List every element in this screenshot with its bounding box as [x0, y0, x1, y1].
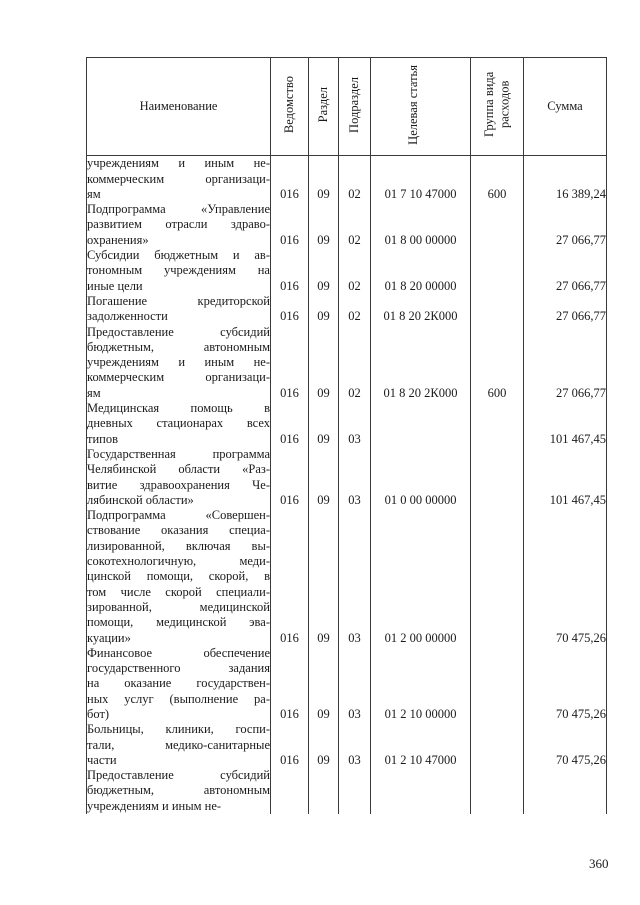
row-name — [87, 294, 271, 325]
row-sum: 70 475,26 — [524, 508, 607, 646]
row-name — [87, 447, 271, 508]
row-name-line: Челябинской области «Раз- — [87, 462, 270, 477]
row-vedomstvo: 016 — [271, 248, 309, 294]
row-podrazdel: 03 — [339, 401, 371, 447]
row-name-line: государственного задания — [87, 661, 270, 676]
row-name-line: на оказание государствен- — [87, 676, 270, 691]
row-razdel: 09 — [309, 202, 339, 248]
header-razdel: Раздел — [309, 58, 339, 156]
row-name-line: охранения» — [87, 232, 149, 247]
table-row — [87, 768, 607, 814]
row-podrazdel: 02 — [339, 248, 371, 294]
row-target-article: 01 0 00 00000 — [371, 447, 471, 508]
row-razdel — [309, 768, 339, 814]
row-name-line: Предоставление субсидий — [87, 768, 270, 783]
row-podrazdel: 03 — [339, 508, 371, 646]
row-name-line: тономным учреждениям на — [87, 263, 270, 278]
row-podrazdel: 03 — [339, 722, 371, 768]
page-number: 360 — [589, 856, 609, 871]
row-name-line: задолженности — [87, 309, 168, 324]
row-vedomstvo: 016 — [271, 325, 309, 401]
row-name-line: Государственная программа — [87, 446, 270, 461]
row-name-line: коммерческим организаци- — [87, 370, 270, 385]
row-name-line: зированной, медицинской — [87, 599, 270, 614]
row-name — [87, 325, 271, 401]
row-razdel: 09 — [309, 646, 339, 722]
row-name-line: учреждениям и иным не- — [87, 156, 270, 171]
row-razdel: 09 — [309, 722, 339, 768]
row-vedomstvo: 016 — [271, 294, 309, 325]
row-target-article — [371, 401, 471, 447]
row-name-line: цинской помощи, скорой, в — [87, 569, 270, 584]
row-vedomstvo: 016 — [271, 508, 309, 646]
row-razdel: 09 — [309, 508, 339, 646]
table-row — [87, 156, 607, 202]
header-row — [87, 58, 607, 156]
row-name-line: ствование оказания специа- — [87, 523, 270, 538]
row-name-line: том числе скорой специали- — [87, 584, 270, 599]
row-name-line: Больницы, клиники, госпи- — [87, 722, 270, 737]
row-razdel: 09 — [309, 156, 339, 202]
row-name-line: развитием отрасли здраво- — [87, 217, 270, 232]
row-name-line: типов — [87, 431, 118, 446]
row-name — [87, 202, 271, 248]
row-name-line: Подпрограмма «Управление — [87, 202, 270, 217]
row-razdel: 09 — [309, 248, 339, 294]
row-name-line: Предоставление субсидий — [87, 324, 270, 339]
row-vedomstvo: 016 — [271, 722, 309, 768]
row-name-line: дневных стационарах всех — [87, 416, 270, 431]
header-sum: Сумма — [524, 58, 607, 156]
row-target-article: 01 2 00 00000 — [371, 508, 471, 646]
row-razdel: 09 — [309, 294, 339, 325]
row-name — [87, 722, 271, 768]
header-podrazdel: Подраздел — [339, 58, 371, 156]
table-row — [87, 508, 607, 646]
row-sum: 27 066,77 — [524, 202, 607, 248]
table-row — [87, 401, 607, 447]
row-name-line: ям — [87, 385, 101, 400]
row-name — [87, 768, 271, 814]
row-target-article: 01 8 20 2К000 — [371, 325, 471, 401]
row-sum: 27 066,77 — [524, 294, 607, 325]
row-name — [87, 156, 271, 202]
row-vedomstvo: 016 — [271, 156, 309, 202]
row-vedomstvo: 016 — [271, 646, 309, 722]
row-sum: 101 467,45 — [524, 401, 607, 447]
row-name-line: бюджетным, автономным — [87, 339, 270, 354]
row-podrazdel: 02 — [339, 202, 371, 248]
row-target-article: 01 2 10 00000 — [371, 646, 471, 722]
row-razdel: 09 — [309, 401, 339, 447]
row-name — [87, 248, 271, 294]
header-vedomstvo: Ведомство — [271, 58, 309, 156]
row-name — [87, 646, 271, 722]
row-expense-group: 600 — [471, 325, 524, 401]
row-sum: 27 066,77 — [524, 248, 607, 294]
row-vedomstvo: 016 — [271, 401, 309, 447]
row-podrazdel: 02 — [339, 294, 371, 325]
row-name-line: иные цели — [87, 278, 143, 293]
row-name — [87, 508, 271, 646]
row-podrazdel: 03 — [339, 447, 371, 508]
row-razdel: 09 — [309, 325, 339, 401]
row-target-article — [371, 768, 471, 814]
row-expense-group — [471, 248, 524, 294]
row-name-line: бот) — [87, 706, 110, 721]
row-sum — [524, 768, 607, 814]
row-vedomstvo: 016 — [271, 202, 309, 248]
row-sum: 70 475,26 — [524, 646, 607, 722]
row-name-line: учреждениям и иным не- — [87, 355, 270, 370]
row-name-line: ям — [87, 186, 101, 201]
row-podrazdel: 03 — [339, 646, 371, 722]
table-row — [87, 646, 607, 722]
table-row — [87, 447, 607, 508]
row-name-line: Финансовое обеспечение — [87, 645, 270, 660]
row-name-line: Подпрограмма «Совершен- — [87, 508, 270, 523]
row-razdel: 09 — [309, 447, 339, 508]
row-expense-group — [471, 646, 524, 722]
row-target-article: 01 8 20 2К000 — [371, 294, 471, 325]
row-sum: 70 475,26 — [524, 722, 607, 768]
row-sum: 101 467,45 — [524, 447, 607, 508]
table-row — [87, 325, 607, 401]
row-target-article: 01 8 00 00000 — [371, 202, 471, 248]
row-target-article: 01 2 10 47000 — [371, 722, 471, 768]
row-name-line: бюджетным, автономным — [87, 783, 270, 798]
row-expense-group — [471, 401, 524, 447]
row-name-line: лизированной, включая вы- — [87, 538, 270, 553]
row-expense-group — [471, 722, 524, 768]
row-expense-group — [471, 508, 524, 646]
row-name-line: витие здравоохранения Че- — [87, 477, 270, 492]
row-vedomstvo: 016 — [271, 447, 309, 508]
row-name-line: лябинской области» — [87, 492, 194, 507]
row-name-line: ных услуг (выполнение ра- — [87, 691, 270, 706]
budget-table — [86, 57, 607, 814]
table-row — [87, 722, 607, 768]
header-expense-group: Группа вида расходов — [471, 58, 524, 156]
row-expense-group — [471, 768, 524, 814]
row-podrazdel: 02 — [339, 156, 371, 202]
row-expense-group — [471, 202, 524, 248]
row-name — [87, 401, 271, 447]
row-name-line: куации» — [87, 630, 131, 645]
table-row — [87, 202, 607, 248]
row-sum: 16 389,24 — [524, 156, 607, 202]
row-name-line: Субсидии бюджетным и ав- — [87, 248, 270, 263]
header-name: Наименование — [87, 58, 271, 156]
row-target-article: 01 7 10 47000 — [371, 156, 471, 202]
row-expense-group — [471, 294, 524, 325]
table-row — [87, 294, 607, 325]
row-name-line: части — [87, 752, 117, 767]
table-row — [87, 248, 607, 294]
row-name-line: тали, медико-санитарные — [87, 737, 270, 752]
header-target-article: Целевая статья — [371, 58, 471, 156]
row-expense-group: 600 — [471, 156, 524, 202]
row-vedomstvo — [271, 768, 309, 814]
row-name-line: коммерческим организаци- — [87, 171, 270, 186]
row-name-line: Медицинская помощь в — [87, 401, 270, 416]
row-podrazdel — [339, 768, 371, 814]
row-name-line: учреждениям и иным не- — [87, 798, 222, 813]
table-body — [87, 156, 607, 814]
row-target-article: 01 8 20 00000 — [371, 248, 471, 294]
row-name-line: Погашение кредиторской — [87, 293, 270, 308]
row-expense-group — [471, 447, 524, 508]
row-name-line: сокотехнологичную, меди- — [87, 554, 270, 569]
row-name-line: помощи, медицинской эва- — [87, 615, 270, 630]
row-sum: 27 066,77 — [524, 325, 607, 401]
row-podrazdel: 02 — [339, 325, 371, 401]
